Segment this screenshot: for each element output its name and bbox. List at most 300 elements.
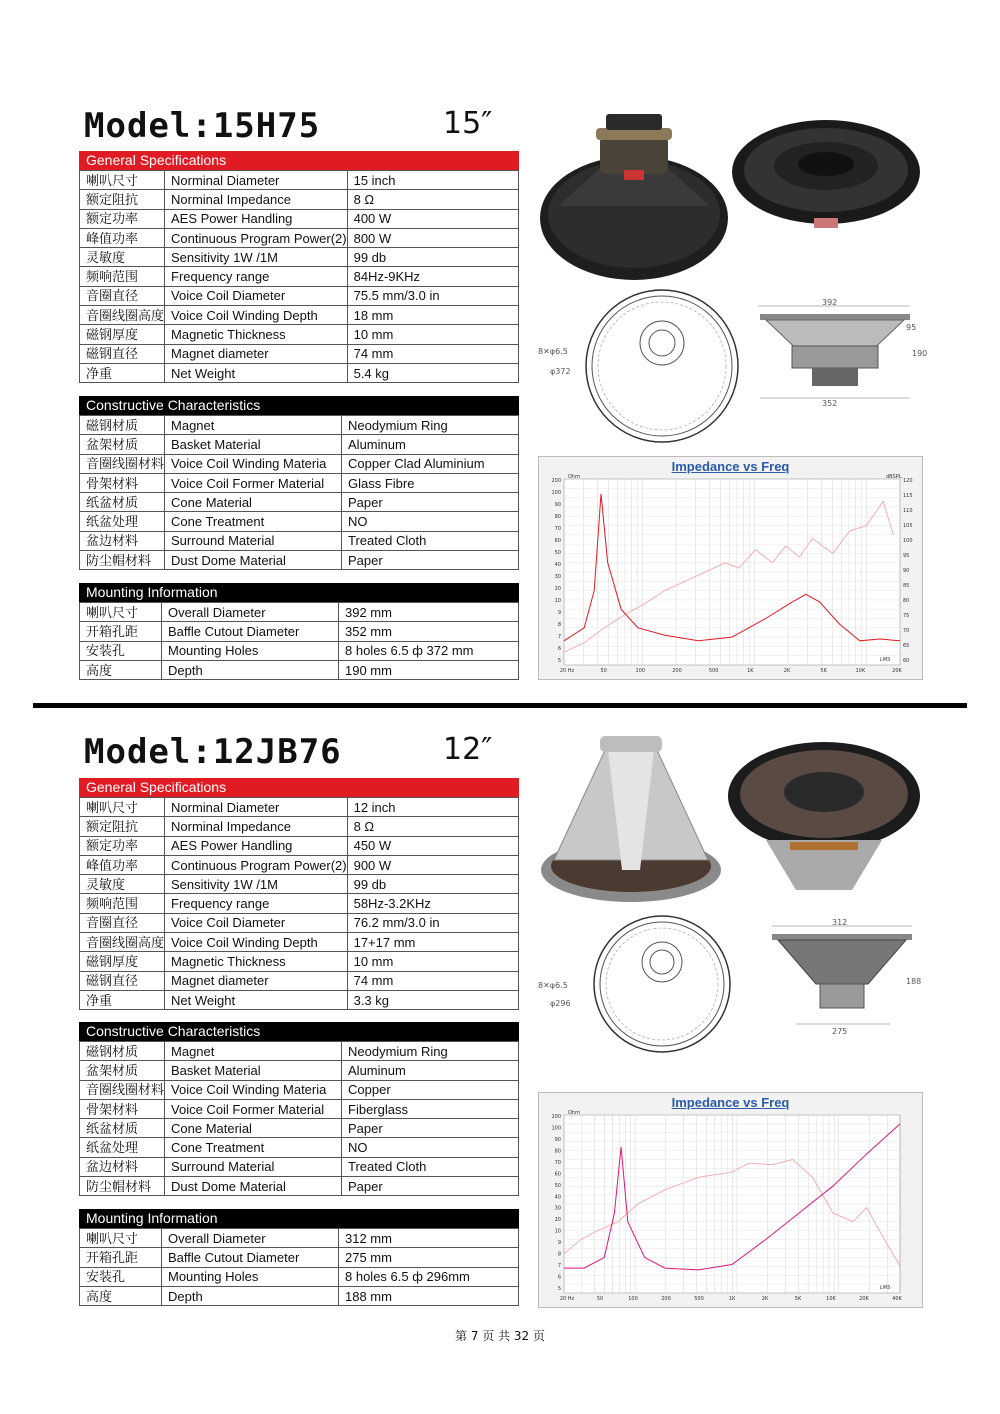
table-row bbox=[80, 1229, 519, 1248]
x-tick-label: 1K bbox=[728, 1296, 736, 1302]
table-row bbox=[80, 817, 519, 836]
y-tick-label: 90 bbox=[554, 1136, 561, 1143]
spec-label-cn: 额定阻抗 bbox=[80, 190, 165, 209]
y-tick-label: 10 bbox=[554, 598, 561, 604]
spec-label-en: Cone Treatment bbox=[165, 1138, 342, 1157]
spec-label-en: Voice Coil Winding Materia bbox=[165, 454, 342, 473]
spec-value: Paper bbox=[342, 551, 519, 570]
spec-label-cn: 纸盆材质 bbox=[80, 493, 165, 512]
spec-value: 76.2 mm/3.0 in bbox=[347, 913, 518, 932]
spec-label-en: Surround Material bbox=[165, 531, 342, 550]
table-row bbox=[80, 344, 519, 363]
spec-value: Neodymium Ring bbox=[342, 416, 519, 435]
spec-label-cn: 喇叭尺寸 bbox=[80, 798, 165, 817]
spec-value: Neodymium Ring bbox=[342, 1042, 519, 1061]
spec-value: 17+17 mm bbox=[347, 933, 518, 952]
spec-value: 3.3 kg bbox=[347, 990, 518, 1009]
table-row bbox=[80, 286, 519, 305]
x-tick-label: 2K bbox=[761, 1296, 769, 1302]
spec-value: Paper bbox=[342, 1119, 519, 1138]
spec-value: 99 db bbox=[347, 248, 518, 267]
table-row bbox=[80, 1248, 519, 1267]
y-tick-label: 30 bbox=[554, 1205, 561, 1212]
spec-label-en: Frequency range bbox=[165, 894, 348, 913]
spec-label-en: Cone Material bbox=[165, 1119, 342, 1138]
spec-label-cn: 额定功率 bbox=[80, 209, 165, 228]
y-tick-label: 70 bbox=[554, 526, 561, 532]
spec-label-en: Voice Coil Winding Depth bbox=[165, 306, 348, 325]
spec-label-cn: 净重 bbox=[80, 990, 165, 1009]
spec-label-cn: 防尘帽材料 bbox=[80, 1177, 165, 1196]
speaker-front-photo bbox=[726, 740, 922, 896]
spec-value: 8 holes 6.5 ф 296mm bbox=[339, 1267, 519, 1286]
spec-label-cn: 纸盆处理 bbox=[80, 1138, 165, 1157]
spec-label-en: Magnet diameter bbox=[165, 971, 348, 990]
spec-label-en: Baffle Cutout Diameter bbox=[162, 1248, 339, 1267]
spec-label-cn: 骨架材料 bbox=[80, 473, 165, 492]
constructive-characteristics-section bbox=[79, 1022, 519, 1196]
y-tick-label: 20 bbox=[554, 586, 561, 592]
spec-label-cn: 音圈线圈高度 bbox=[80, 306, 165, 325]
model-size: 12″ bbox=[443, 732, 493, 767]
general-specifications-section bbox=[79, 151, 519, 383]
table-row bbox=[80, 454, 519, 473]
y2-tick-label: 95 bbox=[903, 553, 910, 559]
y2-tick-label: 75 bbox=[903, 613, 910, 619]
spec-label-cn: 高度 bbox=[80, 1286, 162, 1305]
x-tick-label: 5K bbox=[820, 668, 827, 674]
spec-label-cn: 磁钢直径 bbox=[80, 971, 165, 990]
table-row bbox=[80, 622, 519, 641]
spec-label-en: AES Power Handling bbox=[165, 836, 348, 855]
spec-label-en: Basket Material bbox=[165, 1061, 342, 1080]
y-tick-label: 9 bbox=[557, 610, 561, 616]
y-tick-label: 5 bbox=[557, 1286, 561, 1292]
spec-label-en: Sensitivity 1W /1M bbox=[165, 875, 348, 894]
section-heading: Mounting Information bbox=[79, 1209, 519, 1228]
spec-label-cn: 安装孔 bbox=[80, 1267, 162, 1286]
y-tick-label: 30 bbox=[554, 574, 561, 580]
spec-value: 8 Ω bbox=[347, 817, 518, 836]
mounting-information-section bbox=[79, 583, 519, 680]
constructive-characteristics-section bbox=[79, 396, 519, 570]
x-tick-label: 50 bbox=[600, 668, 607, 674]
y-tick-label: 70 bbox=[554, 1159, 561, 1166]
x-tick-label: 500 bbox=[694, 1296, 704, 1302]
spec-label-cn: 磁钢厚度 bbox=[80, 952, 165, 971]
spec-label-cn: 净重 bbox=[80, 363, 165, 382]
table-row bbox=[80, 1119, 519, 1138]
y-tick-label: 6 bbox=[557, 646, 561, 652]
spec-value: Treated Cloth bbox=[342, 531, 519, 550]
table-row bbox=[80, 171, 519, 190]
general-specifications-section bbox=[79, 778, 519, 1010]
y-tick-label: 60 bbox=[554, 1171, 561, 1178]
y-tick-label: 100 bbox=[551, 1125, 561, 1132]
spec-value: 84Hz-9KHz bbox=[347, 267, 518, 286]
spec-label-cn: 开箱孔距 bbox=[80, 622, 162, 641]
spec-value: NO bbox=[342, 1138, 519, 1157]
table-row bbox=[80, 416, 519, 435]
model-size: 15″ bbox=[443, 106, 493, 141]
spec-label-en: Norminal Diameter bbox=[165, 798, 348, 817]
spec-label-en: Cone Treatment bbox=[165, 512, 342, 531]
holes-label: 8✕φ6.5 bbox=[538, 981, 568, 990]
y-tick-label: 5 bbox=[557, 658, 561, 664]
table-row bbox=[80, 228, 519, 247]
spec-value: 312 mm bbox=[339, 1229, 519, 1248]
page-footer: 第 7 页 共 32 页 bbox=[455, 1329, 545, 1343]
spec-label-cn: 喇叭尺寸 bbox=[80, 171, 165, 190]
x-tick-label: 1K bbox=[747, 668, 754, 674]
table-row bbox=[80, 209, 519, 228]
spec-value: Copper bbox=[342, 1080, 519, 1099]
x-tick-label: 10K bbox=[855, 668, 866, 674]
spec-label-en: Norminal Impedance bbox=[165, 190, 348, 209]
spec-label-en: Magnet bbox=[165, 416, 342, 435]
spec-label-cn: 音圈直径 bbox=[80, 286, 165, 305]
x-tick-label: 20K bbox=[859, 1296, 869, 1302]
model-title: Model:15H75 bbox=[84, 106, 321, 146]
table-row bbox=[80, 325, 519, 344]
y-tick-label: 8 bbox=[557, 1251, 561, 1258]
spec-label-cn: 喇叭尺寸 bbox=[80, 1229, 162, 1248]
spec-label-cn: 灵敏度 bbox=[80, 248, 165, 267]
y-tick-label: 40 bbox=[554, 1194, 561, 1201]
table-row bbox=[80, 1061, 519, 1080]
spec-label-cn: 纸盆材质 bbox=[80, 1119, 165, 1138]
chart-title: Impedance vs Freq bbox=[671, 1095, 790, 1110]
y-tick-label: 50 bbox=[554, 550, 561, 556]
y-tick-label: 40 bbox=[554, 562, 561, 568]
depth-dim: 190 bbox=[912, 349, 928, 358]
spec-value: 450 W bbox=[347, 836, 518, 855]
table-row bbox=[80, 855, 519, 874]
spec-label-en: Frequency range bbox=[165, 267, 348, 286]
depth-dim: 188 bbox=[906, 977, 922, 986]
section-heading: Constructive Characteristics bbox=[79, 1022, 519, 1041]
section-divider bbox=[33, 703, 967, 708]
x-tick-label: 500 bbox=[708, 668, 719, 674]
circle-label: φ372 bbox=[550, 367, 571, 376]
spec-value: 392 mm bbox=[339, 603, 519, 622]
speaker-front-photo bbox=[730, 118, 922, 236]
constructive-characteristics-table bbox=[79, 415, 519, 570]
spec-label-cn: 磁钢厚度 bbox=[80, 325, 165, 344]
table-row bbox=[80, 473, 519, 492]
y-tick-label: 80 bbox=[554, 1148, 561, 1155]
x-tick-label: 10K bbox=[826, 1296, 836, 1302]
table-row bbox=[80, 512, 519, 531]
spec-label-en: Net Weight bbox=[165, 990, 348, 1009]
table-row bbox=[80, 1080, 519, 1099]
spec-label-en: Voice Coil Winding Materia bbox=[165, 1080, 342, 1099]
lms-logo: LMS bbox=[880, 1285, 891, 1291]
spec-label-en: Magnetic Thickness bbox=[165, 325, 348, 344]
table-row bbox=[80, 1138, 519, 1157]
y-tick-label: 9 bbox=[557, 1240, 561, 1247]
table-row bbox=[80, 435, 519, 454]
spec-value: Fiberglass bbox=[342, 1099, 519, 1118]
spec-label-en: Depth bbox=[162, 660, 339, 679]
table-row bbox=[80, 306, 519, 325]
x-tick-label: 50 bbox=[596, 1296, 604, 1302]
spec-label-en: Magnet diameter bbox=[165, 344, 348, 363]
mounting-front-drawing bbox=[536, 288, 746, 448]
spec-label-cn: 高度 bbox=[80, 660, 162, 679]
spec-label-cn: 防尘帽材料 bbox=[80, 551, 165, 570]
spec-label-en: Voice Coil Winding Depth bbox=[165, 933, 348, 952]
overall-dim: 392 bbox=[822, 298, 838, 307]
table-row bbox=[80, 493, 519, 512]
section-heading: Constructive Characteristics bbox=[79, 396, 519, 415]
section-heading: Mounting Information bbox=[79, 583, 519, 602]
mounting-side-drawing bbox=[752, 296, 928, 408]
y-tick-label: 80 bbox=[554, 514, 561, 520]
spec-value: 800 W bbox=[347, 228, 518, 247]
spec-label-cn: 骨架材料 bbox=[80, 1099, 165, 1118]
spec-value: 275 mm bbox=[339, 1248, 519, 1267]
spec-label-cn: 开箱孔距 bbox=[80, 1248, 162, 1267]
mounting-information-table bbox=[79, 1228, 519, 1306]
table-row bbox=[80, 1099, 519, 1118]
spec-value: Copper Clad Aluminium bbox=[342, 454, 519, 473]
spec-label-en: Magnet bbox=[165, 1042, 342, 1061]
y2-tick-label: 70 bbox=[903, 628, 910, 634]
x-tick-label: 200 bbox=[672, 668, 682, 674]
holes-label: 8✕φ6.5 bbox=[538, 347, 568, 356]
x-tick-label: 2K bbox=[783, 668, 791, 674]
spec-label-cn: 纸盆处理 bbox=[80, 512, 165, 531]
spec-label-en: Norminal Diameter bbox=[165, 171, 348, 190]
x-tick-label: 100 bbox=[635, 668, 646, 674]
cutout-dim: 275 bbox=[832, 1027, 848, 1036]
spec-label-cn: 音圈直径 bbox=[80, 913, 165, 932]
spec-value: 8 Ω bbox=[347, 190, 518, 209]
spec-value: 15 inch bbox=[347, 171, 518, 190]
spec-label-cn: 灵敏度 bbox=[80, 875, 165, 894]
spec-value: Paper bbox=[342, 1177, 519, 1196]
y2-tick-label: 80 bbox=[903, 598, 910, 604]
mounting-front-drawing bbox=[536, 912, 746, 1060]
spec-label-en: Sensitivity 1W /1M bbox=[165, 248, 348, 267]
y-tick-label: 10 bbox=[554, 1228, 561, 1235]
speaker-rear-photo bbox=[538, 106, 730, 284]
constructive-characteristics-table bbox=[79, 1041, 519, 1196]
y-tick-label: 200 bbox=[551, 1114, 561, 1120]
y-tick-label: 8 bbox=[557, 622, 561, 628]
spec-label-en: Dust Dome Material bbox=[165, 551, 342, 570]
chart-svg bbox=[539, 457, 922, 679]
x-tick-label: 20 Hz bbox=[559, 668, 575, 674]
spec-label-cn: 喇叭尺寸 bbox=[80, 603, 162, 622]
spec-label-cn: 磁钢直径 bbox=[80, 344, 165, 363]
x-tick-label: 40K bbox=[892, 1296, 902, 1302]
section-heading: General Specifications bbox=[79, 778, 519, 797]
spec-value: 190 mm bbox=[339, 660, 519, 679]
spec-label-cn: 安装孔 bbox=[80, 641, 162, 660]
chart-title: Impedance vs Freq bbox=[671, 459, 790, 474]
y-tick-label: 7 bbox=[557, 1263, 561, 1270]
x-tick-label: 200 bbox=[661, 1296, 671, 1302]
table-row bbox=[80, 1157, 519, 1176]
spec-value: Treated Cloth bbox=[342, 1157, 519, 1176]
impedance-chart bbox=[538, 1092, 923, 1308]
spec-label-en: Depth bbox=[162, 1286, 339, 1305]
offset-dim: 95 bbox=[906, 323, 917, 332]
spec-label-cn: 频响范围 bbox=[80, 894, 165, 913]
spec-value: 10 mm bbox=[347, 952, 518, 971]
spec-label-en: Voice Coil Diameter bbox=[165, 913, 348, 932]
spec-value: Paper bbox=[342, 493, 519, 512]
spec-label-en: Surround Material bbox=[165, 1157, 342, 1176]
x-tick-label: 20 Hz bbox=[559, 1296, 575, 1302]
y-tick-label: 20 bbox=[554, 1217, 561, 1224]
spec-value: 58Hz-3.2KHz bbox=[347, 894, 518, 913]
spec-label-cn: 频响范围 bbox=[80, 267, 165, 286]
circle-label: φ296 bbox=[550, 999, 571, 1008]
spec-value: 900 W bbox=[347, 855, 518, 874]
spec-value: Aluminum bbox=[342, 1061, 519, 1080]
table-row bbox=[80, 551, 519, 570]
cutout-dim: 352 bbox=[822, 399, 838, 408]
table-row bbox=[80, 603, 519, 622]
table-row bbox=[80, 1267, 519, 1286]
y2-tick-label: 120 bbox=[903, 478, 913, 484]
table-row bbox=[80, 952, 519, 971]
spec-label-en: Voice Coil Former Material bbox=[165, 473, 342, 492]
general-specifications-table bbox=[79, 797, 519, 1010]
spec-label-cn: 盆边材料 bbox=[80, 531, 165, 550]
lms-logo: LMS bbox=[880, 657, 891, 663]
x-tick-label: 100 bbox=[628, 1296, 638, 1302]
spec-label-cn: 额定阻抗 bbox=[80, 817, 165, 836]
spec-label-en: Continuous Program Power(2) bbox=[165, 855, 348, 874]
table-row bbox=[80, 531, 519, 550]
spec-value: 75.5 mm/3.0 in bbox=[347, 286, 518, 305]
y2-tick-label: 60 bbox=[903, 658, 910, 664]
spec-value: 74 mm bbox=[347, 971, 518, 990]
spec-value: 400 W bbox=[347, 209, 518, 228]
table-row bbox=[80, 875, 519, 894]
spec-label-cn: 峰值功率 bbox=[80, 855, 165, 874]
table-row bbox=[80, 363, 519, 382]
spec-label-en: Norminal Impedance bbox=[165, 817, 348, 836]
table-row bbox=[80, 190, 519, 209]
table-row bbox=[80, 894, 519, 913]
table-row bbox=[80, 913, 519, 932]
y-tick-label: 200 bbox=[551, 478, 561, 484]
spec-value: NO bbox=[342, 512, 519, 531]
spec-value: 8 holes 6.5 ф 372 mm bbox=[339, 641, 519, 660]
spec-label-cn: 盆架材质 bbox=[80, 1061, 165, 1080]
impedance-chart bbox=[538, 456, 923, 680]
y-tick-label: 100 bbox=[551, 490, 561, 496]
x-tick-label: 5K bbox=[794, 1296, 802, 1302]
overall-dim: 312 bbox=[832, 918, 848, 927]
spec-value: 12 inch bbox=[347, 798, 518, 817]
table-row bbox=[80, 1042, 519, 1061]
section-heading: General Specifications bbox=[79, 151, 519, 170]
y2-tick-label: 100 bbox=[903, 538, 913, 544]
y2-tick-label: 105 bbox=[903, 523, 913, 529]
table-row bbox=[80, 267, 519, 286]
table-row bbox=[80, 1177, 519, 1196]
spec-label-en: Overall Diameter bbox=[162, 1229, 339, 1248]
spec-label-cn: 盆边材料 bbox=[80, 1157, 165, 1176]
spec-value: 18 mm bbox=[347, 306, 518, 325]
spec-label-cn: 音圈线圈材料 bbox=[80, 1080, 165, 1099]
spec-label-en: Mounting Holes bbox=[162, 641, 339, 660]
y-tick-label: 50 bbox=[554, 1182, 561, 1189]
spec-value: 10 mm bbox=[347, 325, 518, 344]
y2-tick-label: 85 bbox=[903, 583, 910, 589]
mounting-information-section bbox=[79, 1209, 519, 1306]
general-specifications-table bbox=[79, 170, 519, 383]
table-row bbox=[80, 933, 519, 952]
left-unit-label: Ohm bbox=[568, 1110, 580, 1116]
spec-label-en: Mounting Holes bbox=[162, 1267, 339, 1286]
spec-label-cn: 盆架材质 bbox=[80, 435, 165, 454]
mounting-side-drawing bbox=[766, 914, 924, 1040]
spec-label-cn: 音圈线圈材料 bbox=[80, 454, 165, 473]
table-row bbox=[80, 248, 519, 267]
spec-label-en: Cone Material bbox=[165, 493, 342, 512]
table-row bbox=[80, 798, 519, 817]
spec-label-en: Basket Material bbox=[165, 435, 342, 454]
chart-svg bbox=[539, 1093, 922, 1307]
spec-label-en: Dust Dome Material bbox=[165, 1177, 342, 1196]
model-title: Model:12JB76 bbox=[84, 732, 342, 772]
y-tick-label: 7 bbox=[557, 634, 561, 640]
y2-tick-label: 90 bbox=[903, 568, 910, 574]
x-tick-label: 20K bbox=[892, 668, 902, 674]
table-row bbox=[80, 1286, 519, 1305]
y-tick-label: 60 bbox=[554, 538, 561, 544]
spec-value: 5.4 kg bbox=[347, 363, 518, 382]
speaker-rear-photo bbox=[538, 730, 724, 908]
table-row bbox=[80, 971, 519, 990]
spec-label-cn: 磁钢材质 bbox=[80, 1042, 165, 1061]
table-row bbox=[80, 660, 519, 679]
table-row bbox=[80, 990, 519, 1009]
spec-label-cn: 额定功率 bbox=[80, 836, 165, 855]
y-tick-label: 6 bbox=[557, 1274, 561, 1281]
spec-label-cn: 峰值功率 bbox=[80, 228, 165, 247]
spec-label-en: AES Power Handling bbox=[165, 209, 348, 228]
spec-label-en: Overall Diameter bbox=[162, 603, 339, 622]
spec-label-en: Voice Coil Former Material bbox=[165, 1099, 342, 1118]
spec-label-en: Net Weight bbox=[165, 363, 348, 382]
y2-tick-label: 65 bbox=[903, 643, 910, 649]
spec-label-cn: 音圈线圈高度 bbox=[80, 933, 165, 952]
spec-label-en: Magnetic Thickness bbox=[165, 952, 348, 971]
right-unit-label: dBSPL bbox=[886, 474, 902, 480]
y2-tick-label: 115 bbox=[903, 493, 913, 499]
spec-label-en: Continuous Program Power(2) bbox=[165, 228, 348, 247]
table-row bbox=[80, 641, 519, 660]
spec-value: Glass Fibre bbox=[342, 473, 519, 492]
spec-value: 74 mm bbox=[347, 344, 518, 363]
spec-value: 352 mm bbox=[339, 622, 519, 641]
spec-label-cn: 磁钢材质 bbox=[80, 416, 165, 435]
spec-label-en: Voice Coil Diameter bbox=[165, 286, 348, 305]
spec-value: Aluminum bbox=[342, 435, 519, 454]
mounting-information-table bbox=[79, 602, 519, 680]
table-row bbox=[80, 836, 519, 855]
spec-label-en: Baffle Cutout Diameter bbox=[162, 622, 339, 641]
y2-tick-label: 110 bbox=[903, 508, 913, 514]
